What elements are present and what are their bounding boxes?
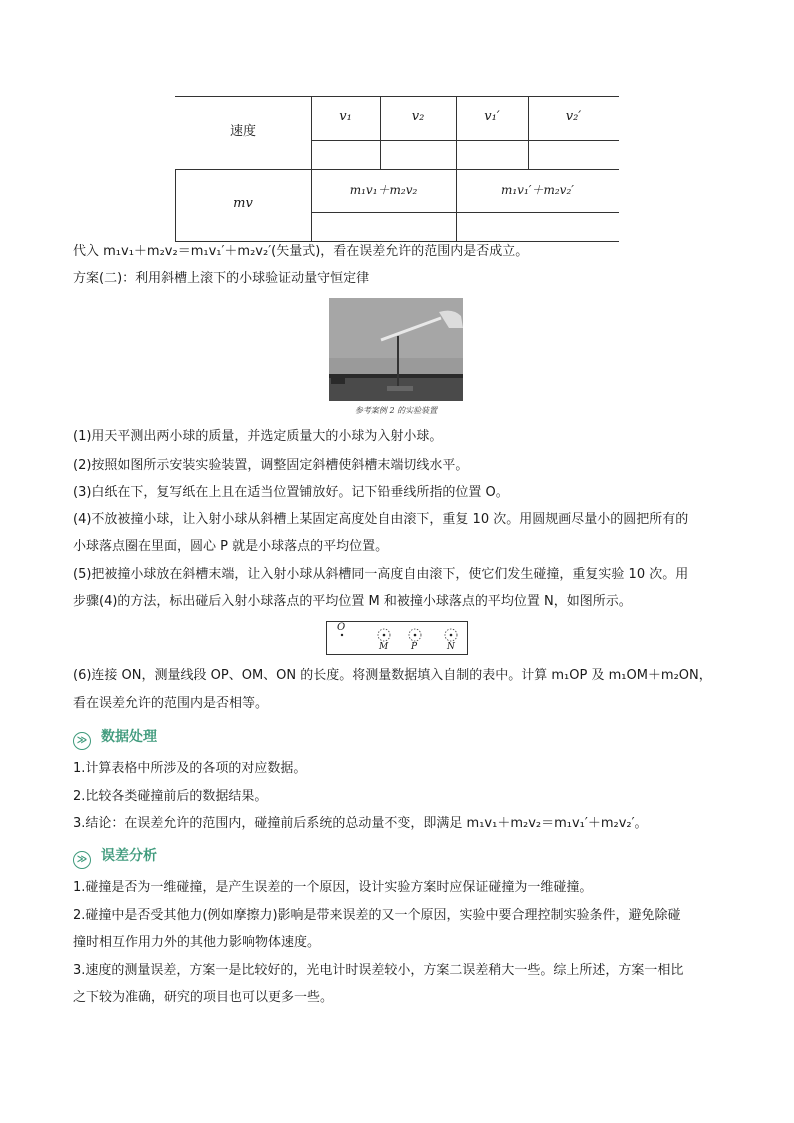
substitute-paragraph: 代入 m₁v₁＋m₂v₂＝m₁v₁′＋m₂v₂′(矢量式)，看在误差允许的范围内是否成立。 [73,244,529,259]
data-item-3: 3.结论：在误差允许的范围内，碰撞前后系统的总动量不变，即满足 m₁v₁＋m₂v₂＝m₁v₁′＋m₂v₂′。 [73,816,648,831]
data-item-2: 2.比较各类碰撞前后的数据结果。 [73,789,268,804]
table-rule [311,212,619,213]
error-item-2-line1: 2.碰撞中是否受其他力(例如摩擦力)影响是带来误差的又一个原因，实验中要合理控制实验条件，避免除碰 [73,908,681,923]
table-rule [175,96,619,97]
photo-caption: 参考案例 2 的实验装置 [354,406,438,415]
row-label-speed: 速度 [229,124,256,139]
row-label-mv: mv [233,196,253,211]
col-v2-prime: v₂′ [565,109,582,124]
data-item-1: 1.计算表格中所涉及的各项的对应数据。 [73,761,307,776]
step-4-line2: 小球落点圈在里面，圆心 P 就是小球落点的平均位置。 [73,539,389,554]
step-5-line1: (5)把被撞小球放在斜槽末端，让入射小球从斜槽同一高度自由滚下，使它们发生碰撞，重复实验 10 次。用 [73,567,689,582]
step-5-line2: 步骤(4)的方法，标出碰后入射小球落点的平均位置 M 和被撞小球落点的平均位置 N，如图所示。 [73,594,632,609]
chevron-right-circle-icon: ≫ [73,732,91,750]
col-v2: v₂ [411,109,425,124]
error-item-1: 1.碰撞是否为一维碰撞，是产生误差的一个原因，设计实验方案时应保证碰撞为一维碰撞。 [73,880,593,895]
step-2: (2)按照如图所示安装实验装置，调整固定斜槽使斜槽末端切线水平。 [73,458,469,473]
momentum-before: m₁v₁＋m₂v₂ [349,183,418,197]
step-6-line2: 看在误差允许的范围内是否相等。 [73,696,269,711]
chevron-right-circle-icon: ≫ [73,851,91,869]
step-4-line1: (4)不放被撞小球，让入射小球从斜槽上某固定高度处自由滚下，重复 10 次。用圆规画尽量小的圆把所有的 [73,512,689,527]
section-error-heading [73,845,157,869]
error-item-3-line1: 3.速度的测量误差，方案一是比较好的，光电计时误差较小，方案二误差稍大一些。综上所述，方案一相比 [73,963,684,978]
section-data-title: 数据处理 [101,729,157,745]
step-1: (1)用天平测出两小球的质量，并选定质量大的小球为入射小球。 [73,429,443,444]
landing-points-figure [326,621,468,655]
step-6-line1: (6)连接 ON，测量线段 OP、OM、ON 的长度。将测量数据填入自制的表中。计算 m₁OP 及 m₁OM＋m₂ON， [73,668,712,683]
error-item-3-line2: 之下较为准确，研究的项目也可以更多一些。 [73,990,334,1005]
error-item-2-line2: 撞时相互作用力外的其他力影响物体速度。 [73,935,321,950]
col-v1-prime: v₁′ [484,109,500,124]
section-data-heading [73,726,157,750]
point-m-label: M [379,642,389,652]
table-rule [311,140,619,141]
table-rule [380,96,381,169]
plan-two-title: 方案(二)：利用斜槽上滚下的小球验证动量守恒定律 [73,271,370,286]
section-error-title: 误差分析 [101,848,157,864]
table-rule [175,169,619,170]
momentum-after: m₁v₁′＋m₂v₂′ [500,183,574,197]
data-table [175,96,619,242]
step-3: (3)白纸在下，复写纸在上且在适当位置铺放好。记下铅垂线所指的位置 O。 [73,485,509,500]
point-n-label: N [447,642,455,652]
point-o-label: O [337,622,346,633]
point-p-label: P [411,642,418,652]
table-rule [528,96,529,169]
col-v1: v₁ [339,109,352,124]
apparatus-photo [329,298,463,401]
